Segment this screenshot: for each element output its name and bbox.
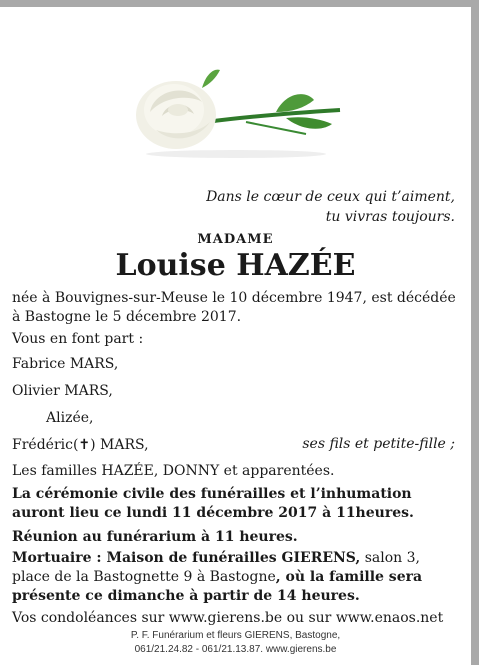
ceremony-line-1: La cérémonie civile des funérailles et l’inhumation <box>12 486 412 502</box>
quote-line-2: tu vivras toujours. <box>325 209 455 225</box>
mortuaire-salon: salon 3, <box>360 550 421 566</box>
mortuaire-address: place de la Bastognette 9 à Bastogne <box>12 569 276 585</box>
mortuaire-text <box>12 549 460 606</box>
birth-death-text <box>12 289 460 327</box>
footer-line-2: 061/21.24.82 - 061/21.13.87. www.gierens.be <box>134 644 337 655</box>
relation-note: ses fils et petite-fille ; <box>302 436 455 452</box>
quote-line-1: Dans le cœur de ceux qui t’aiment, <box>206 189 455 205</box>
deceased-name: Louise HAZÉE <box>115 248 356 283</box>
condolences-text: Vos condoléances sur www.gierens.be ou sur www.enaos.net <box>12 610 444 626</box>
mortuaire-line-2 <box>12 568 460 587</box>
footer <box>0 629 471 657</box>
mortuaire-label: Mortuaire : Maison de funérailles GIERENS, <box>12 550 361 566</box>
birth-line-2: à Bastogne le 5 décembre 2017. <box>12 309 242 325</box>
footer-line-1: P. F. Funérarium et fleurs GIERENS, Bastogne, <box>130 630 341 641</box>
family-member-4: Frédéric(✝) MARS, <box>12 437 149 453</box>
mortuaire-line-3: présente ce dimanche à partir de 14 heures. <box>12 588 360 604</box>
family-member-3: Alizée, <box>46 410 94 426</box>
mortuaire-line-1 <box>12 549 460 568</box>
ceremony-text <box>12 485 460 523</box>
ceremony-line-2: auront lieu ce lundi 11 décembre 2017 à 11heures. <box>12 505 414 521</box>
quote-block <box>155 187 455 227</box>
families-line: Les familles HAZÉE, DONNY et apparentées. <box>12 463 335 479</box>
mortuaire-presence: , où la famille sera <box>275 569 423 585</box>
family-member-1: Fabrice MARS, <box>12 356 119 372</box>
announcement: Vous en font part : <box>12 331 144 347</box>
birth-line-1: née à Bouvignes-sur-Meuse le 10 décembre 1947, est décédée <box>12 290 456 306</box>
obituary-page <box>0 7 471 665</box>
white-rose-image <box>136 60 342 160</box>
title-label: MADAME <box>197 232 274 247</box>
reunion-text: Réunion au funérarium à 11 heures. <box>12 529 298 545</box>
family-member-2: Olivier MARS, <box>12 383 113 399</box>
